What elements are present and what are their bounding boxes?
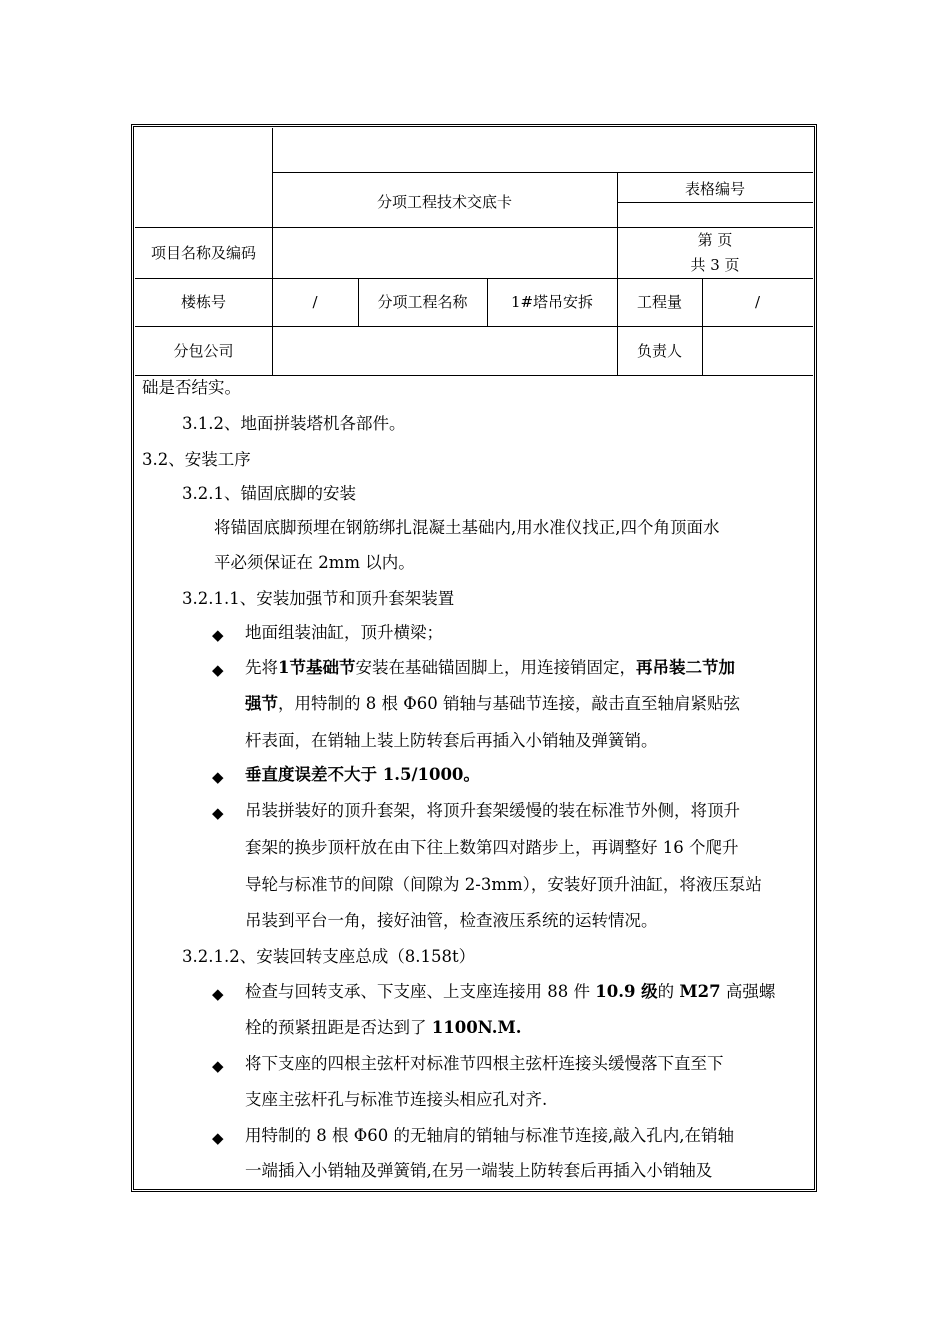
bullet-3-text: 垂直度误差不大于 1.5/1000。 — [245, 765, 480, 784]
section-heading-3-2-1-1: 3.2.1.1、安装加强节和顶升套架装置 — [182, 589, 455, 608]
page-label: 第 页 — [697, 231, 733, 249]
section-heading-3-2-1-2: 3.2.1.2、安装回转支座总成（8.158t） — [182, 947, 476, 966]
project-name-label: 项目名称及编码 — [150, 244, 256, 262]
bullet-6-line-1: 将下支座的四根主弦杆对标准节四根主弦杆连接头缓慢落下直至下 — [245, 1054, 724, 1073]
bullet-1-text: 地面组装油缸，顶升横梁； — [245, 623, 443, 642]
bullet-5-text-e: 高强螺 — [720, 982, 776, 1001]
bullet-2-text-f: ，用特制的 8 根 Φ60 销轴与基础节连接，敲击直至轴肩紧贴弦 — [278, 694, 740, 713]
quantity-value: / — [754, 293, 761, 311]
bullet-icon: ◆ — [212, 1129, 224, 1147]
building-label: 楼栋号 — [180, 293, 226, 311]
bullet-4-line-2: 套架的换步顶杆放在由下往上数第四对踏步上，再调整好 16 个爬升 — [245, 838, 739, 857]
total-pages: 共 3 页 — [690, 256, 740, 274]
bullet-7-line-1: 用特制的 8 根 Φ60 的无轴肩的销轴与标准节连接,敲入孔内,在销轴 — [245, 1126, 734, 1145]
bullet-icon: ◆ — [212, 1057, 224, 1075]
header-hline-1 — [135, 227, 813, 228]
header-vline-row4-a — [272, 326, 273, 375]
header-vline-row2-a — [272, 227, 273, 278]
body-line-5: 将锚固底脚预埋在钢筋绑扎混凝土基础内,用水准仪找正,四个角顶面水 — [214, 518, 720, 537]
header-vline-left — [272, 128, 273, 227]
bullet-2-text-d: 再吊装二节加 — [635, 658, 735, 677]
form-number-label: 表格编号 — [684, 180, 745, 198]
section-heading-3-2: 3.2、安装工序 — [142, 450, 251, 469]
bullet-2-line-3: 杆表面，在销轴上装上防转套后再插入小销轴及弹簧销。 — [245, 731, 658, 750]
bullet-icon: ◆ — [212, 985, 224, 1003]
bullet-4-line-1: 吊装拼装好的顶升套架，将顶升套架缓慢的装在标准节外侧，将顶升 — [245, 801, 740, 820]
body-line-6: 平必须保证在 2mm 以内。 — [214, 553, 415, 572]
bullet-5-text-d: M27 — [679, 982, 721, 1001]
bullet-2-text-a: 先将 — [245, 658, 278, 677]
bullet-5-line-2 — [245, 1018, 521, 1038]
subproject-label: 分项工程名称 — [377, 293, 468, 311]
subproject-value: 1#塔吊安拆 — [510, 293, 594, 311]
bullet-2-text-e: 强节 — [245, 694, 278, 713]
subcontractor-label: 分包公司 — [173, 342, 234, 360]
manager-label: 负责人 — [636, 342, 682, 360]
building-value: / — [312, 293, 318, 311]
bullet-2-line-2 — [245, 694, 740, 714]
header-hline-form-no — [617, 202, 813, 203]
header-hline-top-right — [272, 172, 813, 173]
bullet-4-line-3: 导轮与标准节的间隙（间隙为 2-3mm），安装好顶升油缸，将液压泵站 — [245, 875, 762, 894]
bullet-2-line-1 — [245, 658, 735, 678]
header-hline-4 — [135, 375, 813, 376]
body-line-2: 3.1.2、地面拼装塔机各部件。 — [182, 414, 406, 433]
header-hline-3 — [135, 326, 813, 327]
bullet-icon: ◆ — [212, 804, 224, 822]
section-heading-3-2-1: 3.2.1、锚固底脚的安装 — [182, 484, 356, 503]
quantity-label: 工程量 — [636, 293, 682, 311]
bullet-icon: ◆ — [212, 626, 224, 644]
bullet-2-text-b: 1节基础节 — [278, 658, 356, 677]
bullet-5-text-c: 的 — [657, 982, 680, 1001]
header-hline-2 — [135, 278, 813, 279]
bullet-icon: ◆ — [212, 768, 224, 786]
body-line-1: 础是否结实。 — [142, 378, 241, 397]
bullet-5-text-f: 栓的预紧扭距是否达到了 — [245, 1018, 432, 1037]
form-title: 分项工程技术交底卡 — [376, 193, 512, 211]
bullet-5-text-a: 检查与回转支承、下支座、上支座连接用 88 件 — [245, 982, 596, 1001]
bullet-5-text-b: 10.9 级 — [595, 982, 658, 1001]
bullet-7-line-2: 一端插入小销轴及弹簧销,在另一端装上防转套后再插入小销轴及 — [245, 1161, 713, 1180]
bullet-6-line-2: 支座主弦杆孔与标准节连接头相应孔对齐. — [245, 1090, 548, 1109]
bullet-4-line-4: 吊装到平台一角，接好油管，检查液压系统的运转情况。 — [245, 911, 658, 930]
bullet-5-line-1 — [245, 982, 775, 1002]
bullet-2-text-c: 安装在基础锚固脚上，用连接销固定， — [355, 658, 636, 677]
bullet-icon: ◆ — [212, 661, 224, 679]
bullet-5-text-g: 1100N.M. — [431, 1018, 522, 1037]
header-vline-row4-c — [702, 326, 703, 375]
